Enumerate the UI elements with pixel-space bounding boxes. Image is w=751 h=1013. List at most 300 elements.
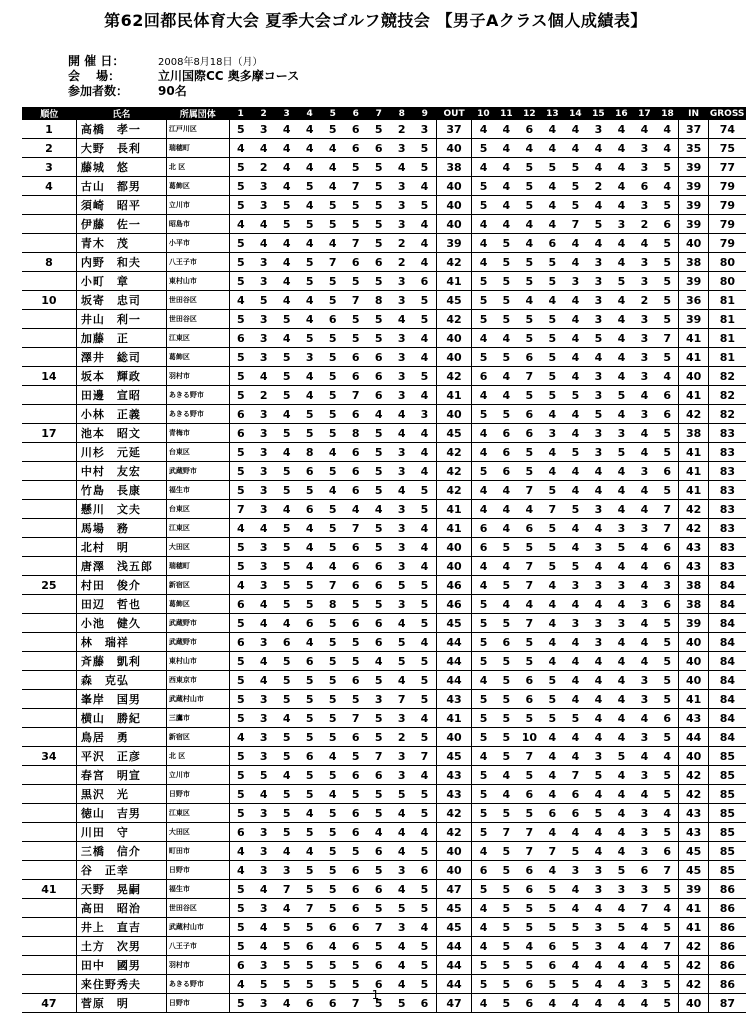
hole-score-cell: 3: [252, 120, 275, 139]
hole-score-cell: 5: [321, 120, 344, 139]
hole-score-cell: 4: [495, 557, 518, 576]
hole-score-cell: 5: [298, 823, 321, 842]
rank-cell: [22, 215, 76, 234]
player-name-cell: 菅原 明: [76, 994, 166, 1013]
hole-score-cell: 6: [564, 785, 587, 804]
hole-score-cell: 4: [275, 405, 298, 424]
hole-score-cell: 4: [633, 120, 656, 139]
table-row: [22, 652, 746, 671]
hole-score-cell: 5: [321, 633, 344, 652]
hole-score-cell: 4: [367, 500, 390, 519]
hole-score-cell: 6: [518, 785, 541, 804]
table-row: [22, 899, 746, 918]
out-total-cell: 41: [436, 709, 472, 728]
hole-score-cell: 3: [252, 272, 275, 291]
hole-score-cell: 4: [344, 500, 367, 519]
gross-total-cell: 80: [708, 272, 746, 291]
hole-score-cell: 5: [472, 139, 495, 158]
hole-score-cell: 4: [390, 614, 413, 633]
hole-score-cell: 4: [610, 310, 633, 329]
gross-total-cell: 83: [708, 481, 746, 500]
in-total-cell: 43: [679, 804, 708, 823]
hole-score-cell: 5: [564, 709, 587, 728]
hole-score-cell: 4: [656, 139, 679, 158]
hole-score-cell: 4: [495, 120, 518, 139]
out-total-cell: 40: [436, 538, 472, 557]
hole-score-cell: 6: [229, 595, 252, 614]
hole-score-cell: 5: [275, 386, 298, 405]
hole-score-cell: 5: [321, 766, 344, 785]
hole-score-cell: 5: [472, 348, 495, 367]
hole-score-cell: 3: [610, 215, 633, 234]
hole-score-cell: 5: [298, 975, 321, 994]
hole-score-cell: 4: [564, 481, 587, 500]
gross-total-cell: 81: [708, 348, 746, 367]
hole-score-cell: 3: [252, 690, 275, 709]
table-row: [22, 462, 746, 481]
gross-total-cell: 86: [708, 918, 746, 937]
hole-score-cell: 6: [344, 918, 367, 937]
hole-score-cell: 5: [298, 956, 321, 975]
hole-score-cell: 7: [390, 690, 413, 709]
out-total-cell: 45: [436, 918, 472, 937]
in-total-cell: 42: [679, 956, 708, 975]
hole-score-cell: 5: [564, 842, 587, 861]
hole-score-cell: 6: [321, 310, 344, 329]
hole-score-cell: 5: [518, 804, 541, 823]
hole-score-cell: 4: [275, 709, 298, 728]
hole-score-cell: 4: [275, 272, 298, 291]
table-row: [22, 633, 746, 652]
hole-score-cell: 5: [472, 405, 495, 424]
hole-score-cell: 3: [587, 861, 610, 880]
rank-cell: [22, 329, 76, 348]
hole-score-cell: 5: [472, 196, 495, 215]
out-total-cell: 42: [436, 310, 472, 329]
hole-score-cell: 3: [252, 804, 275, 823]
gross-total-cell: 85: [708, 804, 746, 823]
hole-score-cell: 5: [495, 652, 518, 671]
hole-score-cell: 5: [472, 595, 495, 614]
page-title: 第62回都民体育大会 夏季大会ゴルフ競技会 【男子Aクラス個人成績表】: [104, 11, 647, 30]
hole-score-cell: 4: [298, 310, 321, 329]
out-total-cell: 44: [436, 633, 472, 652]
hole-score-cell: 4: [587, 234, 610, 253]
hole-score-cell: 3: [252, 348, 275, 367]
hole-score-cell: 3: [252, 994, 275, 1013]
hole-score-cell: 4: [275, 158, 298, 177]
hole-score-cell: 3: [633, 728, 656, 747]
hole-score-cell: 4: [610, 690, 633, 709]
hole-score-cell: 3: [390, 348, 413, 367]
hole-score-cell: 4: [472, 329, 495, 348]
hole-score-cell: 5: [610, 272, 633, 291]
hole-score-cell: 3: [252, 481, 275, 500]
hole-score-cell: 3: [298, 348, 321, 367]
hole-score-cell: 4: [541, 785, 564, 804]
hole-score-cell: 4: [587, 994, 610, 1013]
hole-score-cell: 5: [344, 956, 367, 975]
club-cell: 瑞穂町: [166, 557, 229, 576]
hole-score-cell: 4: [633, 481, 656, 500]
hole-score-cell: 5: [321, 614, 344, 633]
hole-score-cell: 4: [495, 367, 518, 386]
player-name-cell: 春宮 明宣: [76, 766, 166, 785]
hole-score-cell: 5: [610, 386, 633, 405]
hole-score-cell: 4: [633, 443, 656, 462]
hole-score-cell: 5: [564, 918, 587, 937]
hole-score-cell: 4: [321, 177, 344, 196]
hole-score-cell: 4: [472, 234, 495, 253]
hole-score-cell: 5: [344, 633, 367, 652]
player-name-cell: 坂寄 忠司: [76, 291, 166, 310]
hole-score-cell: 4: [564, 348, 587, 367]
club-cell: あきる野市: [166, 386, 229, 405]
in-total-cell: 41: [679, 690, 708, 709]
hole-score-cell: 5: [321, 291, 344, 310]
hole-score-cell: 4: [610, 994, 633, 1013]
hole-score-cell: 5: [472, 652, 495, 671]
hole-score-cell: 4: [587, 348, 610, 367]
hole-score-cell: 5: [321, 386, 344, 405]
hole-score-cell: 3: [587, 538, 610, 557]
column-header: 4: [298, 107, 321, 120]
event-venue-label: 会 場：: [68, 69, 121, 83]
hole-score-cell: 5: [472, 709, 495, 728]
club-cell: 武蔵村山市: [166, 690, 229, 709]
hole-score-cell: 6: [367, 766, 390, 785]
hole-score-cell: 4: [656, 367, 679, 386]
hole-score-cell: 5: [321, 500, 344, 519]
rank-cell: 10: [22, 291, 76, 310]
hole-score-cell: 6: [413, 861, 436, 880]
hole-score-cell: 5: [518, 633, 541, 652]
out-total-cell: 40: [436, 177, 472, 196]
hole-score-cell: 5: [518, 329, 541, 348]
hole-score-cell: 4: [541, 823, 564, 842]
rank-cell: [22, 462, 76, 481]
hole-score-cell: 3: [610, 519, 633, 538]
out-total-cell: 40: [436, 196, 472, 215]
hole-score-cell: 5: [495, 538, 518, 557]
hole-score-cell: 3: [633, 519, 656, 538]
hole-score-cell: 5: [367, 234, 390, 253]
gross-total-cell: 87: [708, 994, 746, 1013]
hole-score-cell: 5: [298, 405, 321, 424]
club-cell: 昭島市: [166, 215, 229, 234]
hole-score-cell: 4: [321, 481, 344, 500]
rank-cell: [22, 386, 76, 405]
hole-score-cell: 5: [275, 367, 298, 386]
rank-cell: 34: [22, 747, 76, 766]
hole-score-cell: 4: [610, 785, 633, 804]
hole-score-cell: 5: [587, 329, 610, 348]
hole-score-cell: 3: [413, 120, 436, 139]
hole-score-cell: 5: [541, 329, 564, 348]
player-name-cell: 加藤 正: [76, 329, 166, 348]
player-name-cell: 森 克弘: [76, 671, 166, 690]
hole-score-cell: 4: [656, 899, 679, 918]
hole-score-cell: 7: [656, 500, 679, 519]
hole-score-cell: 6: [229, 956, 252, 975]
event-venue-value: 立川国際CC 奥多摩コース: [158, 69, 300, 83]
player-name-cell: 坂本 輝政: [76, 367, 166, 386]
hole-score-cell: 5: [656, 443, 679, 462]
hole-score-cell: 3: [587, 747, 610, 766]
hole-score-cell: 5: [275, 348, 298, 367]
hole-score-cell: 4: [229, 576, 252, 595]
club-cell: 羽村市: [166, 956, 229, 975]
table-row: [22, 956, 746, 975]
hole-score-cell: 6: [413, 994, 436, 1013]
hole-score-cell: 5: [298, 424, 321, 443]
hole-score-cell: 5: [367, 177, 390, 196]
hole-score-cell: 6: [229, 329, 252, 348]
hole-score-cell: 5: [541, 310, 564, 329]
hole-score-cell: 5: [275, 424, 298, 443]
hole-score-cell: 3: [610, 614, 633, 633]
hole-score-cell: 6: [298, 614, 321, 633]
hole-score-cell: 4: [610, 177, 633, 196]
hole-score-cell: 4: [610, 120, 633, 139]
hole-score-cell: 5: [298, 709, 321, 728]
in-total-cell: 40: [679, 633, 708, 652]
table-row: [22, 120, 746, 139]
hole-score-cell: 4: [541, 747, 564, 766]
out-total-cell: 42: [436, 481, 472, 500]
hole-score-cell: 5: [275, 215, 298, 234]
hole-score-cell: 4: [518, 500, 541, 519]
out-total-cell: 40: [436, 842, 472, 861]
hole-score-cell: 4: [252, 785, 275, 804]
hole-score-cell: 3: [252, 633, 275, 652]
player-name-cell: 三橋 信介: [76, 842, 166, 861]
hole-score-cell: 5: [656, 690, 679, 709]
table-row: [22, 253, 746, 272]
hole-score-cell: 5: [275, 785, 298, 804]
hole-score-cell: 6: [656, 215, 679, 234]
hole-score-cell: 5: [518, 899, 541, 918]
hole-score-cell: 5: [298, 671, 321, 690]
hole-score-cell: 4: [633, 633, 656, 652]
hole-score-cell: 5: [321, 823, 344, 842]
hole-score-cell: 6: [344, 557, 367, 576]
hole-score-cell: 8: [321, 595, 344, 614]
hole-score-cell: 4: [610, 633, 633, 652]
hole-score-cell: 6: [229, 424, 252, 443]
hole-score-cell: 4: [564, 595, 587, 614]
player-name-cell: 横山 勝紀: [76, 709, 166, 728]
hole-score-cell: 5: [275, 595, 298, 614]
player-name-cell: 高橋 孝一: [76, 120, 166, 139]
hole-score-cell: 5: [472, 272, 495, 291]
gross-total-cell: 83: [708, 519, 746, 538]
hole-score-cell: 5: [321, 329, 344, 348]
hole-score-cell: 4: [275, 500, 298, 519]
hole-score-cell: 5: [321, 956, 344, 975]
in-total-cell: 39: [679, 614, 708, 633]
hole-score-cell: 6: [344, 253, 367, 272]
hole-score-cell: 4: [413, 215, 436, 234]
hole-score-cell: 5: [541, 367, 564, 386]
rank-cell: [22, 671, 76, 690]
hole-score-cell: 3: [390, 291, 413, 310]
player-name-cell: 鳥居 勇: [76, 728, 166, 747]
hole-score-cell: 6: [344, 348, 367, 367]
hole-score-cell: 5: [229, 386, 252, 405]
hole-score-cell: 4: [298, 557, 321, 576]
out-total-cell: 39: [436, 234, 472, 253]
hole-score-cell: 4: [252, 595, 275, 614]
hole-score-cell: 5: [321, 348, 344, 367]
hole-score-cell: 4: [587, 956, 610, 975]
hole-score-cell: 6: [518, 519, 541, 538]
hole-score-cell: 3: [633, 462, 656, 481]
hole-score-cell: 4: [564, 291, 587, 310]
rank-cell: [22, 899, 76, 918]
hole-score-cell: 6: [229, 405, 252, 424]
hole-score-cell: 4: [321, 557, 344, 576]
hole-score-cell: 3: [252, 538, 275, 557]
hole-score-cell: 5: [587, 405, 610, 424]
hole-score-cell: 5: [541, 519, 564, 538]
hole-score-cell: 6: [367, 253, 390, 272]
hole-score-cell: 5: [472, 177, 495, 196]
hole-score-cell: 3: [252, 823, 275, 842]
hole-score-cell: 5: [275, 937, 298, 956]
player-name-cell: 黒沢 光: [76, 785, 166, 804]
hole-score-cell: 5: [495, 994, 518, 1013]
hole-score-cell: 4: [564, 424, 587, 443]
club-cell: 東村山市: [166, 652, 229, 671]
hole-score-cell: 5: [587, 215, 610, 234]
hole-score-cell: 5: [390, 899, 413, 918]
hole-score-cell: 3: [252, 405, 275, 424]
hole-score-cell: 3: [587, 291, 610, 310]
hole-score-cell: 6: [472, 519, 495, 538]
hole-score-cell: 5: [495, 728, 518, 747]
hole-score-cell: 4: [564, 728, 587, 747]
hole-score-cell: 5: [656, 272, 679, 291]
club-cell: 八王子市: [166, 937, 229, 956]
club-cell: 羽村市: [166, 367, 229, 386]
hole-score-cell: 4: [518, 937, 541, 956]
hole-score-cell: 4: [541, 614, 564, 633]
hole-score-cell: 6: [367, 557, 390, 576]
hole-score-cell: 5: [495, 272, 518, 291]
hole-score-cell: 5: [229, 785, 252, 804]
hole-score-cell: 7: [321, 576, 344, 595]
hole-score-cell: 7: [495, 823, 518, 842]
hole-score-cell: 6: [321, 994, 344, 1013]
hole-score-cell: 4: [390, 158, 413, 177]
player-name-cell: 藤城 悠: [76, 158, 166, 177]
hole-score-cell: 4: [413, 918, 436, 937]
gross-total-cell: 86: [708, 880, 746, 899]
hole-score-cell: 4: [633, 956, 656, 975]
hole-score-cell: 5: [275, 652, 298, 671]
hole-score-cell: 4: [541, 215, 564, 234]
hole-score-cell: 5: [656, 348, 679, 367]
hole-score-cell: 5: [656, 481, 679, 500]
hole-score-cell: 5: [413, 842, 436, 861]
table-row: [22, 272, 746, 291]
player-name-cell: 井上 直吉: [76, 918, 166, 937]
out-total-cell: 41: [436, 500, 472, 519]
hole-score-cell: 5: [344, 329, 367, 348]
hole-score-cell: 6: [367, 842, 390, 861]
hole-score-cell: 3: [541, 424, 564, 443]
player-name-cell: 谷 正幸: [76, 861, 166, 880]
in-total-cell: 36: [679, 291, 708, 310]
hole-score-cell: 5: [298, 728, 321, 747]
player-name-cell: 内野 和夫: [76, 253, 166, 272]
hole-score-cell: 4: [495, 196, 518, 215]
hole-score-cell: 4: [229, 139, 252, 158]
hole-score-cell: 4: [413, 253, 436, 272]
column-header: 2: [252, 107, 275, 120]
out-total-cell: 38: [436, 158, 472, 177]
table-row: [22, 709, 746, 728]
hole-score-cell: 4: [610, 367, 633, 386]
hole-score-cell: 3: [252, 310, 275, 329]
hole-score-cell: 4: [587, 709, 610, 728]
hole-score-cell: 5: [413, 671, 436, 690]
hole-score-cell: 6: [495, 633, 518, 652]
hole-score-cell: 4: [541, 994, 564, 1013]
gross-total-cell: 84: [708, 709, 746, 728]
hole-score-cell: 4: [587, 842, 610, 861]
in-total-cell: 41: [679, 329, 708, 348]
hole-score-cell: 5: [518, 443, 541, 462]
hole-score-cell: 4: [321, 158, 344, 177]
hole-score-cell: 5: [518, 709, 541, 728]
hole-score-cell: 5: [229, 937, 252, 956]
hole-score-cell: 2: [390, 234, 413, 253]
hole-score-cell: 5: [564, 177, 587, 196]
in-total-cell: 39: [679, 158, 708, 177]
hole-score-cell: 4: [656, 804, 679, 823]
hole-score-cell: 5: [229, 690, 252, 709]
gross-total-cell: 82: [708, 367, 746, 386]
hole-score-cell: 3: [252, 709, 275, 728]
hole-score-cell: 4: [390, 956, 413, 975]
in-total-cell: 38: [679, 595, 708, 614]
table-row: [22, 519, 746, 538]
hole-score-cell: 6: [344, 405, 367, 424]
out-total-cell: 45: [436, 614, 472, 633]
hole-score-cell: 5: [413, 595, 436, 614]
hole-score-cell: 5: [518, 310, 541, 329]
hole-score-cell: 4: [518, 595, 541, 614]
hole-score-cell: 6: [413, 272, 436, 291]
table-row: [22, 747, 746, 766]
gross-total-cell: 82: [708, 405, 746, 424]
hole-score-cell: 4: [275, 177, 298, 196]
in-total-cell: 39: [679, 272, 708, 291]
hole-score-cell: 5: [321, 975, 344, 994]
hole-score-cell: 5: [367, 804, 390, 823]
hole-score-cell: 4: [541, 595, 564, 614]
hole-score-cell: 2: [252, 158, 275, 177]
hole-score-cell: 7: [229, 500, 252, 519]
hole-score-cell: 4: [564, 690, 587, 709]
hole-score-cell: 4: [587, 899, 610, 918]
table-row: [22, 538, 746, 557]
rank-cell: [22, 272, 76, 291]
hole-score-cell: 3: [587, 918, 610, 937]
hole-score-cell: 4: [275, 253, 298, 272]
